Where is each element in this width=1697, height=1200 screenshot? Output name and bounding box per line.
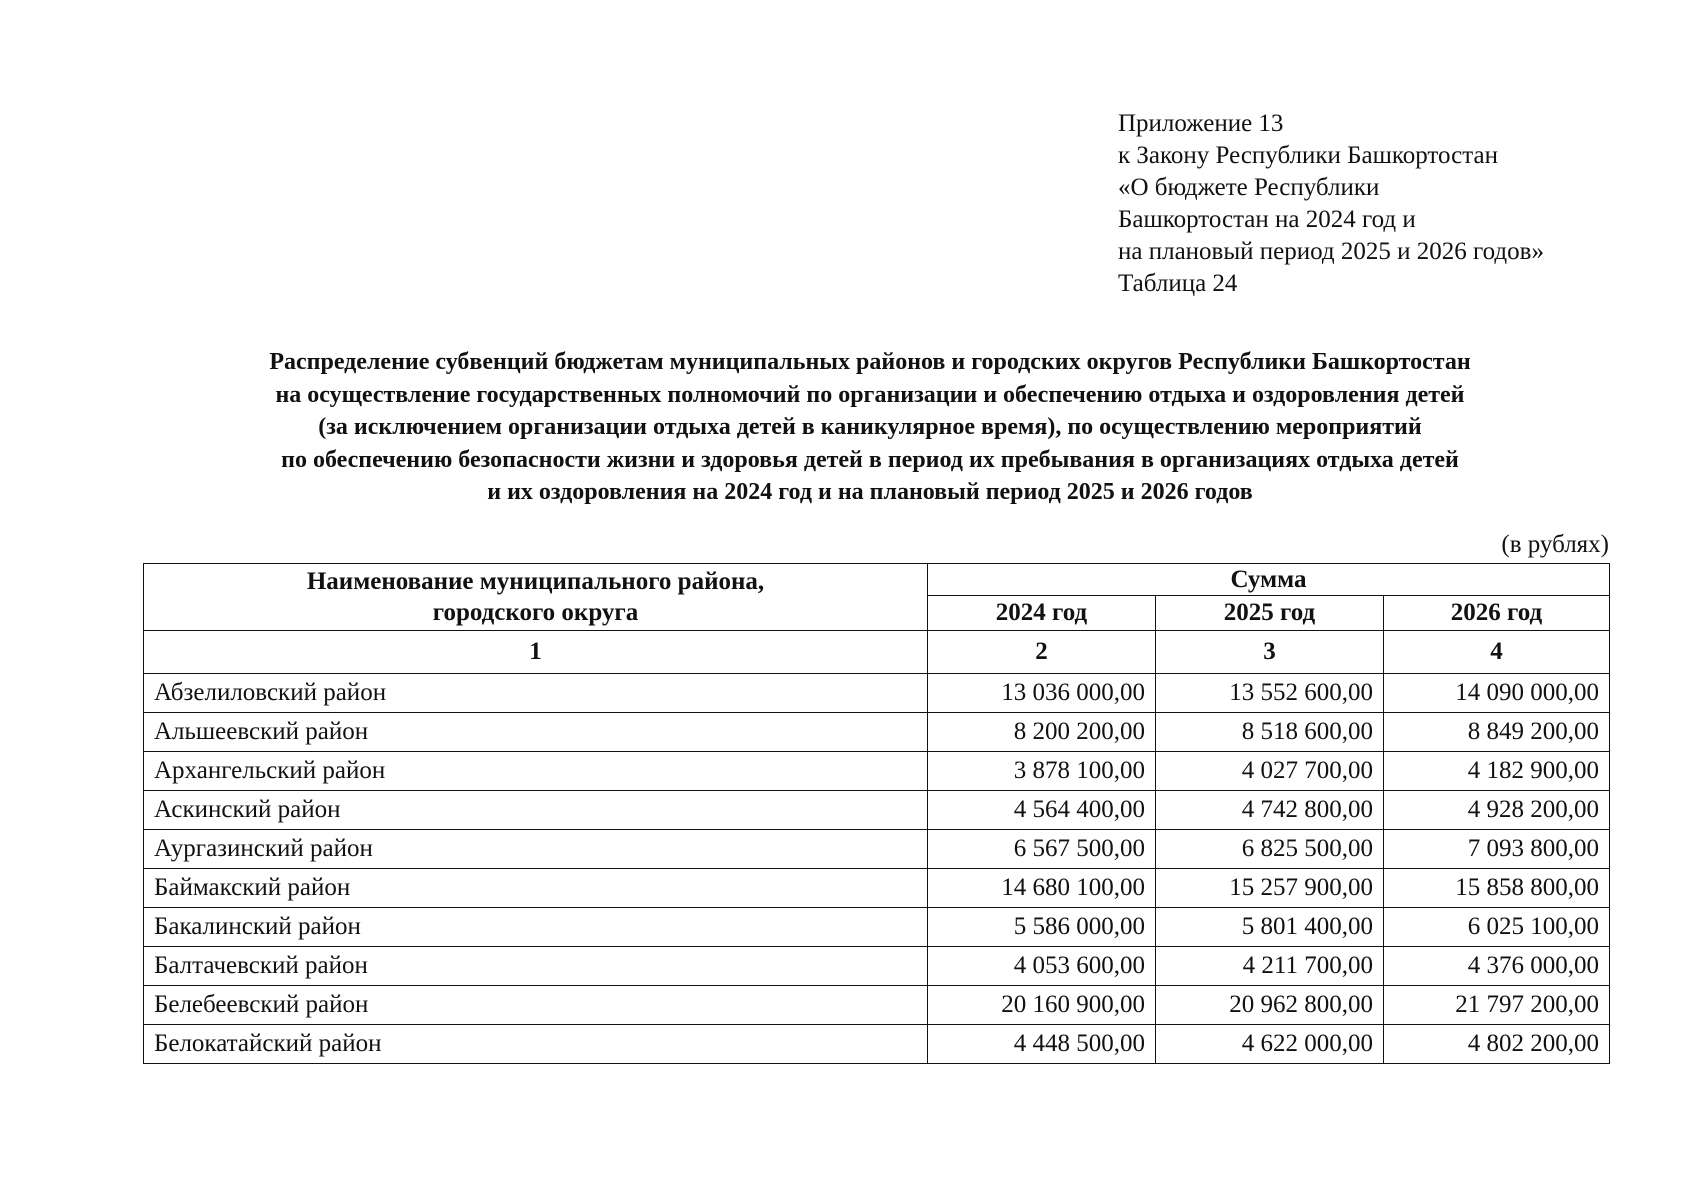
document-title bbox=[120, 346, 1620, 509]
column-number-row bbox=[144, 631, 1610, 674]
amount-2024: 3 878 100,00 bbox=[928, 752, 1156, 791]
table-row bbox=[144, 947, 1610, 986]
appendix-line: «О бюджете Республики bbox=[1118, 174, 1380, 201]
title-line: по обеспечению безопасности жизни и здоровья детей в период их пребывания в организациях отдыха детей bbox=[281, 446, 1459, 473]
amount-2026: 7 093 800,00 bbox=[1384, 830, 1610, 869]
amount-2024: 4 564 400,00 bbox=[928, 791, 1156, 830]
column-number: 3 bbox=[1156, 631, 1384, 674]
district-name: Архангельский район bbox=[144, 752, 928, 791]
appendix-line: на плановый период 2025 и 2026 годов» bbox=[1118, 238, 1544, 265]
district-name: Альшеевский район bbox=[144, 713, 928, 752]
table-row bbox=[144, 986, 1610, 1025]
amount-2026: 15 858 800,00 bbox=[1384, 869, 1610, 908]
table-row bbox=[144, 869, 1610, 908]
amount-2024: 13 036 000,00 bbox=[928, 674, 1156, 713]
amount-2024: 6 567 500,00 bbox=[928, 830, 1156, 869]
amount-2025: 4 622 000,00 bbox=[1156, 1025, 1384, 1064]
table-row bbox=[144, 752, 1610, 791]
amount-2026: 4 376 000,00 bbox=[1384, 947, 1610, 986]
title-line: Распределение субвенций бюджетам муниципальных районов и городских округов Республики Башкортостан bbox=[269, 349, 1471, 375]
year-header-2024: 2024 год bbox=[928, 596, 1156, 631]
amount-2026: 14 090 000,00 bbox=[1384, 674, 1610, 713]
subvention-table bbox=[143, 563, 1610, 1064]
amount-2024: 4 053 600,00 bbox=[928, 947, 1156, 986]
amount-2026: 6 025 100,00 bbox=[1384, 908, 1610, 947]
table-row bbox=[144, 791, 1610, 830]
district-name: Аскинский район bbox=[144, 791, 928, 830]
column-number: 1 bbox=[144, 631, 928, 674]
amount-2025: 20 962 800,00 bbox=[1156, 986, 1384, 1025]
district-name: Абзелиловский район bbox=[144, 674, 928, 713]
amount-2026: 4 928 200,00 bbox=[1384, 791, 1610, 830]
amount-2025: 15 257 900,00 bbox=[1156, 869, 1384, 908]
amount-2024: 8 200 200,00 bbox=[928, 713, 1156, 752]
name-header-line: городского округа bbox=[432, 599, 639, 626]
amount-2024: 5 586 000,00 bbox=[928, 908, 1156, 947]
amount-2025: 4 742 800,00 bbox=[1156, 791, 1384, 830]
amount-2024: 4 448 500,00 bbox=[928, 1025, 1156, 1064]
amount-2024: 14 680 100,00 bbox=[928, 869, 1156, 908]
amount-2025: 8 518 600,00 bbox=[1156, 713, 1384, 752]
district-name: Бакалинский район bbox=[144, 908, 928, 947]
amount-2026: 4 802 200,00 bbox=[1384, 1025, 1610, 1064]
district-name: Белокатайский район bbox=[144, 1025, 928, 1064]
district-name: Белебеевский район bbox=[144, 986, 928, 1025]
district-name: Балтачевский район bbox=[144, 947, 928, 986]
name-header-line: Наименование муниципального района, bbox=[306, 568, 765, 595]
appendix-line: Приложение 13 bbox=[1118, 110, 1284, 137]
amount-2024: 20 160 900,00 bbox=[928, 986, 1156, 1025]
title-line: и их оздоровления на 2024 год и на плановый период 2025 и 2026 годов bbox=[487, 479, 1253, 506]
table-row bbox=[144, 1025, 1610, 1064]
district-name: Баймакский район bbox=[144, 869, 928, 908]
table-row bbox=[144, 908, 1610, 947]
units-note: (в рублях) bbox=[1501, 531, 1609, 558]
district-name: Аургазинский район bbox=[144, 830, 928, 869]
table-row bbox=[144, 830, 1610, 869]
appendix-line: к Закону Республики Башкортостан bbox=[1118, 142, 1498, 169]
year-header-2025: 2025 год bbox=[1156, 596, 1384, 631]
amount-2025: 4 027 700,00 bbox=[1156, 752, 1384, 791]
amount-2025: 13 552 600,00 bbox=[1156, 674, 1384, 713]
title-line: на осуществление государственных полномочий по организации и обеспечению отдыха и оздоровления детей bbox=[275, 381, 1465, 408]
amount-2026: 8 849 200,00 bbox=[1384, 713, 1610, 752]
name-column-header bbox=[144, 564, 928, 631]
amount-2025: 6 825 500,00 bbox=[1156, 830, 1384, 869]
table-row bbox=[144, 674, 1610, 713]
amount-2026: 4 182 900,00 bbox=[1384, 752, 1610, 791]
appendix-line: Башкортостан на 2024 год и bbox=[1118, 206, 1416, 233]
sum-column-header: Сумма bbox=[928, 564, 1610, 596]
table-number: Таблица 24 bbox=[1118, 270, 1238, 297]
amount-2025: 5 801 400,00 bbox=[1156, 908, 1384, 947]
title-line: (за исключением организации отдыха детей в каникулярное время), по осуществлению мероприятий bbox=[318, 414, 1422, 441]
amount-2026: 21 797 200,00 bbox=[1384, 986, 1610, 1025]
column-number: 2 bbox=[928, 631, 1156, 674]
appendix-reference bbox=[1118, 108, 1544, 300]
column-number: 4 bbox=[1384, 631, 1610, 674]
amount-2025: 4 211 700,00 bbox=[1156, 947, 1384, 986]
table-row bbox=[144, 713, 1610, 752]
year-header-2026: 2026 год bbox=[1384, 596, 1610, 631]
